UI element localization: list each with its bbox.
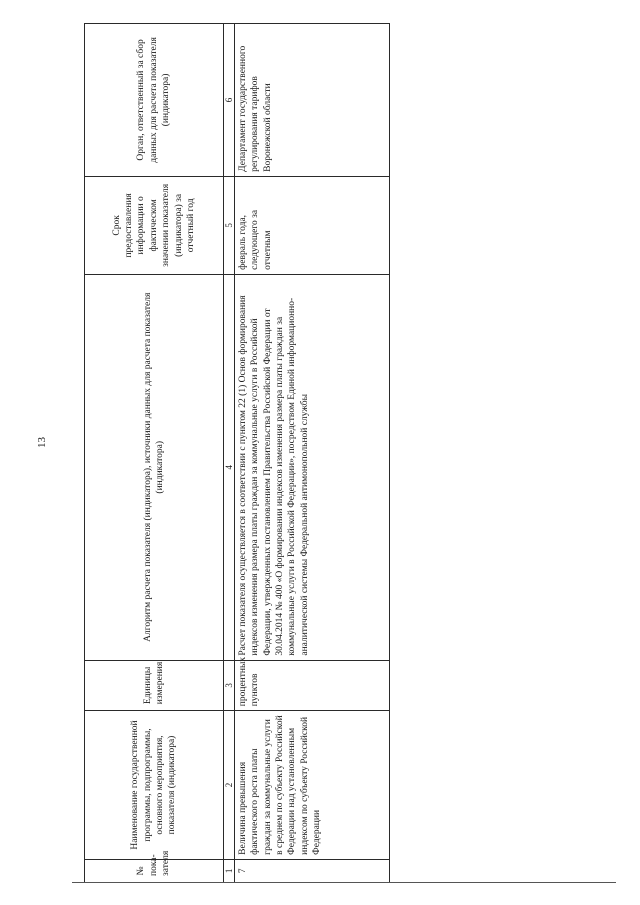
rotated-table-container bbox=[84, 23, 384, 883]
row-units: процентных пунктов bbox=[235, 660, 390, 711]
header-cell-units: Единицы измерения bbox=[85, 660, 224, 711]
column-number-row bbox=[224, 24, 235, 883]
page-number: 13 bbox=[36, 437, 48, 448]
column-number: 3 bbox=[224, 660, 235, 711]
column-number: 2 bbox=[224, 711, 235, 860]
header-cell-name: Наименование государственной программы, подпрограммы, основного мероприятия, показателя (индикатора) bbox=[85, 711, 224, 860]
table-row bbox=[235, 24, 390, 883]
header-cell-deadline: Срок предоставления информации о фактическом значении показателя (индикатора) за отчетный год bbox=[85, 176, 224, 274]
header-cell-responsible: Орган, ответственный за сбор данных для расчета показателя (индикатора) bbox=[85, 24, 224, 177]
header-cell-number: № пока-зателя bbox=[85, 859, 224, 882]
column-number: 4 bbox=[224, 274, 235, 660]
column-number: 1 bbox=[224, 859, 235, 882]
header-row bbox=[85, 24, 224, 883]
row-responsible-body: Департамент государственного регулирования тарифов Воронежской области bbox=[235, 24, 390, 177]
indicator-table bbox=[84, 23, 390, 883]
row-algorithm: Расчет показателя осуществляется в соответствии с пунктом 22 (1) Основ формирования индексов изменения размера платы граждан за коммунальные услуги в Российской Федерации, утвержденных постановлением Правительства Российской Федерации от 30.04.2014 № 400 «О формировании индексов изменения размера платы граждан за коммунальные услуги в Российской Федерации», посредством Единой информационно-аналитической системы Федеральной антимонопольной службы bbox=[235, 274, 390, 660]
row-deadline: февраль года, следующего за отчетным bbox=[235, 176, 390, 274]
bottom-divider bbox=[72, 882, 616, 883]
column-number: 6 bbox=[224, 24, 235, 177]
row-indicator-name: Величина превышения фактического роста платы граждан за коммунальные услуги в среднем по субъекту Российской Федерации над установленным индексом по субъекту Российской Федерации bbox=[235, 711, 390, 860]
row-indicator-number: 7 bbox=[235, 859, 390, 882]
column-number: 5 bbox=[224, 176, 235, 274]
header-cell-algorithm: Алгоритм расчета показателя (индикатора), источники данных для расчета показателя (индикатора) bbox=[85, 274, 224, 660]
